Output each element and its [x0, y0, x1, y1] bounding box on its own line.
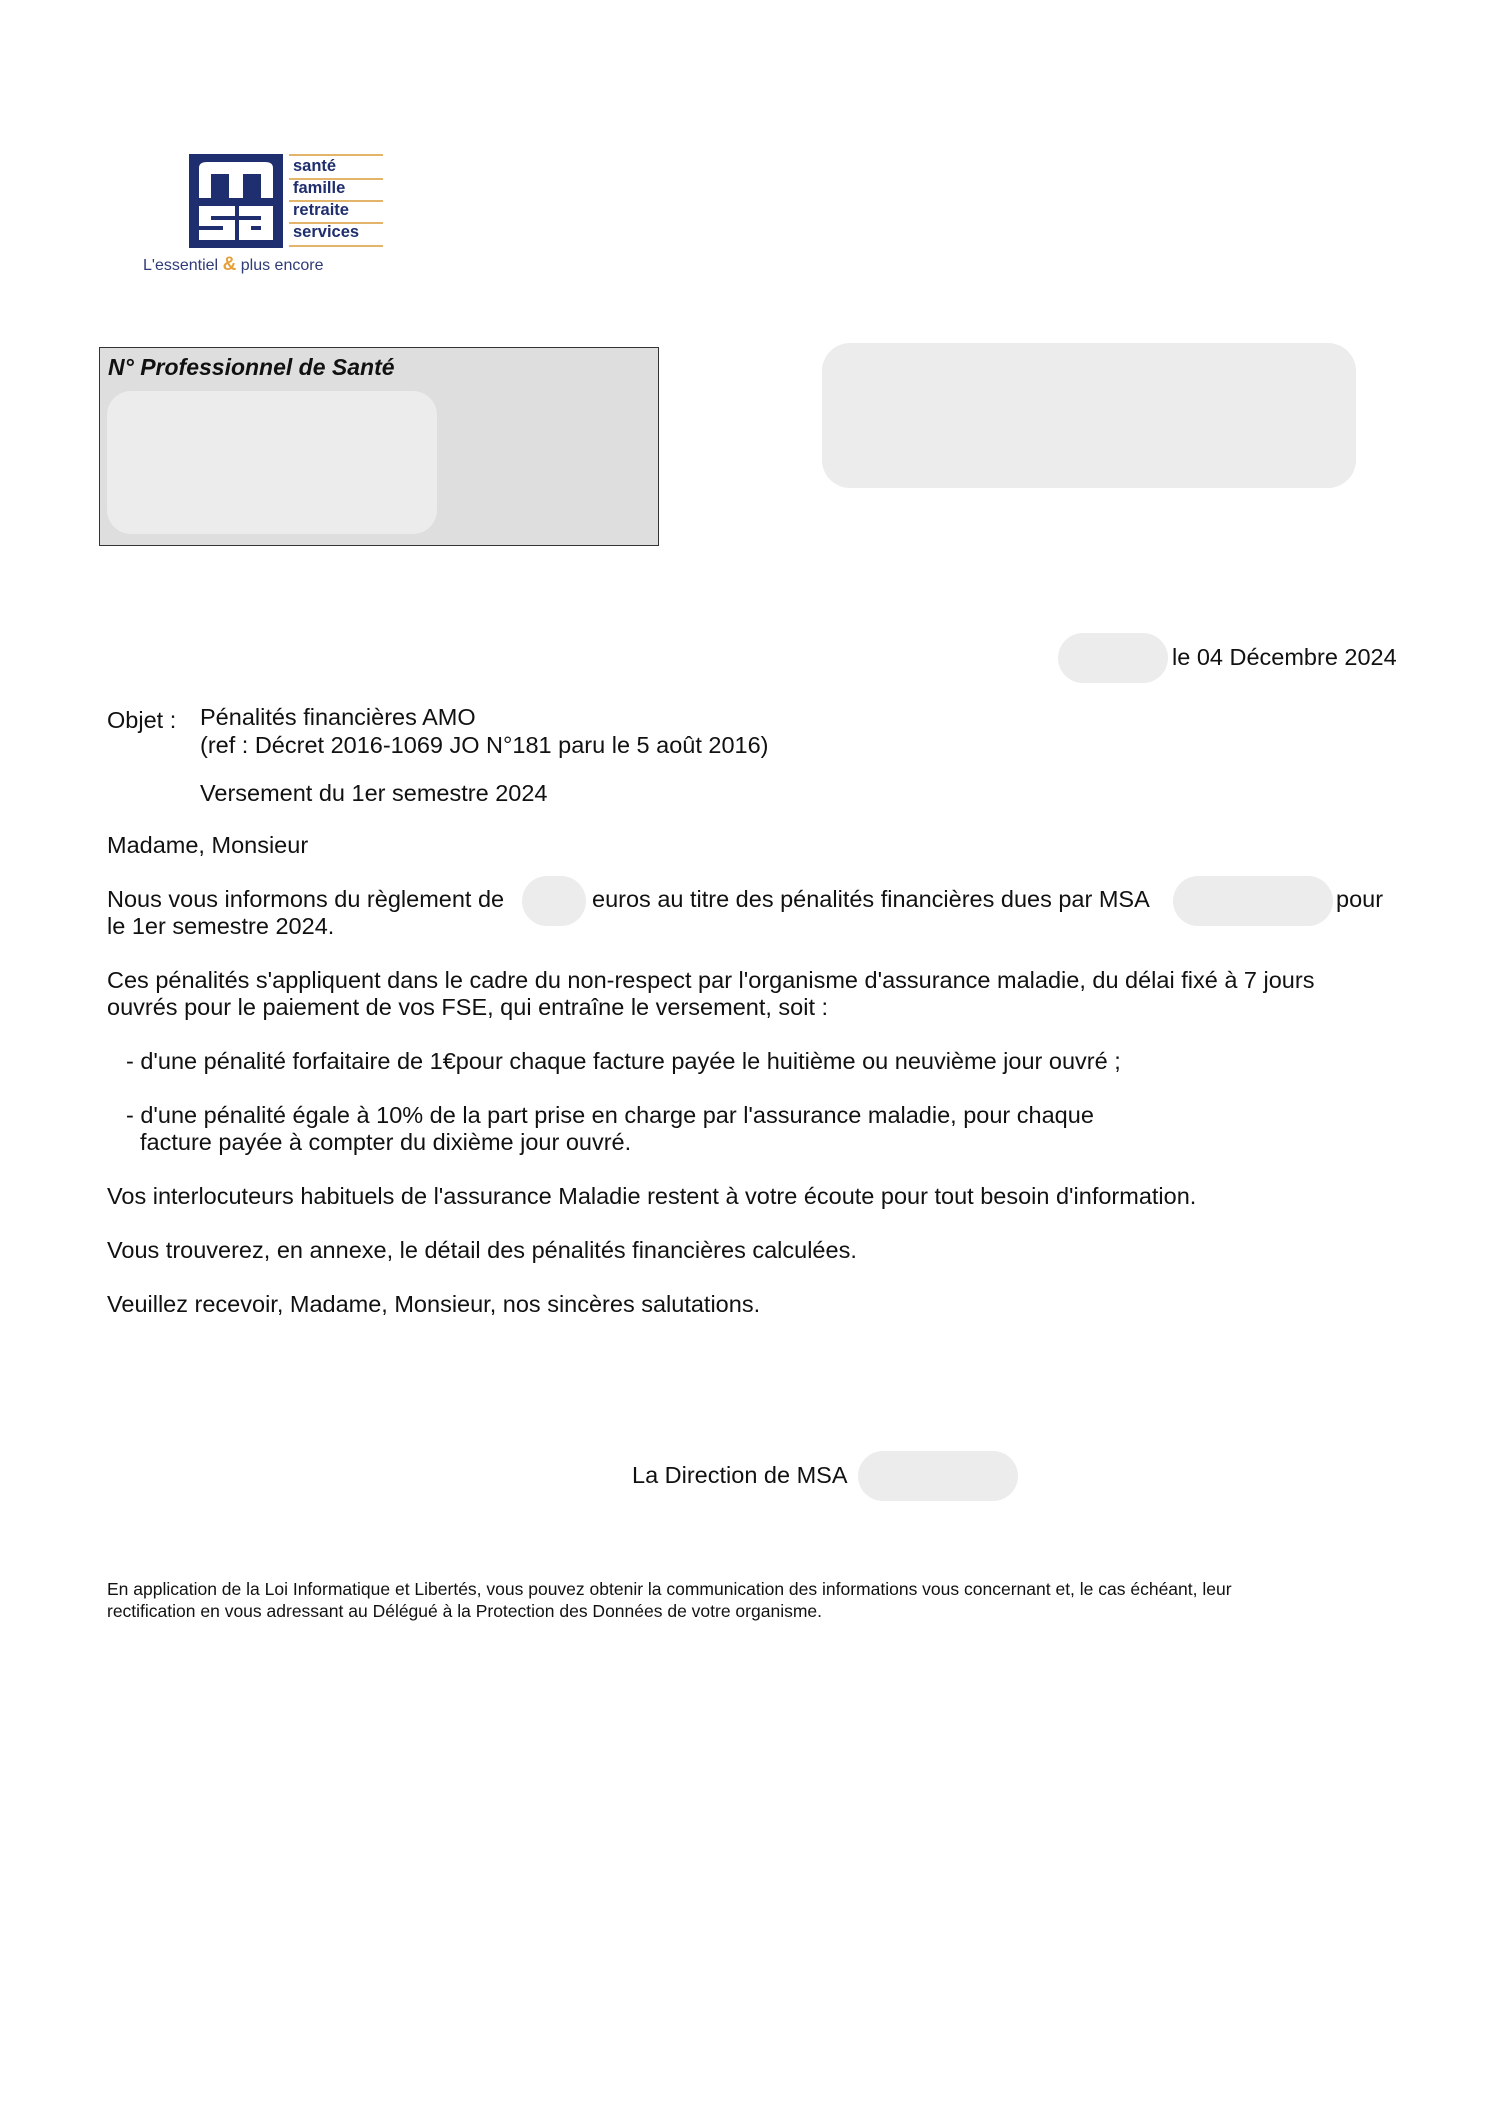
para5-closing: Veuillez recevoir, Madame, Monsieur, nos sincères salutations. — [107, 1291, 761, 1317]
logo-tagline — [143, 254, 323, 276]
logo-word-famille: famille — [293, 179, 346, 197]
objet-line-3: Versement du 1er semestre 2024 — [200, 780, 548, 806]
tagline-ampersand: & — [222, 254, 237, 275]
redacted-address-block — [822, 343, 1356, 488]
para4: Vous trouverez, en annexe, le détail des pénalités financières calculées. — [107, 1237, 857, 1263]
logo-word-sante: santé — [293, 157, 337, 175]
logo-rule — [289, 154, 383, 156]
salutation: Madame, Monsieur — [107, 832, 309, 858]
professional-number-label: N° Professionnel de Santé — [108, 354, 395, 380]
redacted-professional-number — [107, 391, 437, 534]
redacted-msa-direction — [858, 1451, 1018, 1501]
para1-line2: le 1er semestre 2024. — [107, 913, 335, 939]
redacted-city — [1058, 633, 1168, 683]
objet-line-1: Pénalités financières AMO — [200, 704, 476, 730]
tagline-end: plus encore — [240, 257, 324, 274]
para1-part2: euros au titre des pénalités financières dues par MSA — [592, 886, 1150, 912]
logo-rule — [289, 245, 383, 247]
para2-line2: ouvrés pour le paiement de vos FSE, qui entraîne le versement, soit : — [107, 994, 829, 1020]
para1-part3: pour — [1336, 886, 1384, 912]
para1-part1: Nous vous informons du règlement de — [107, 886, 505, 912]
redacted-amount — [522, 876, 586, 926]
objet-line-2: (ref : Décret 2016-1069 JO N°181 paru le 5 août 2016) — [200, 732, 769, 758]
logo-word-retraite: retraite — [293, 201, 349, 219]
redacted-msa-entity — [1173, 876, 1333, 926]
msa-logo-mark — [189, 154, 283, 248]
bullet-pourcentage-line1: - d'une pénalité égale à 10% de la part prise en charge par l'assurance maladie, pour chaque — [126, 1102, 1094, 1128]
bullet-pourcentage-line2: facture payée à compter du dixième jour ouvré. — [140, 1129, 632, 1155]
tagline-start: L'essentiel — [143, 257, 219, 274]
bullet-forfaitaire: - d'une pénalité forfaitaire de 1€pour chaque facture payée le huitième ou neuvième jour ouvré ; — [126, 1048, 1121, 1074]
privacy-footer-line2: rectification en vous adressant au Délégué à la Protection des Données de votre organisme. — [107, 1601, 823, 1621]
privacy-footer — [107, 1578, 1232, 1622]
logo-word-services: services — [293, 223, 360, 241]
letter-date: le 04 Décembre 2024 — [1172, 644, 1397, 670]
objet-label: Objet : — [107, 707, 177, 733]
para3: Vos interlocuteurs habituels de l'assurance Maladie restent à votre écoute pour tout besoin d'information. — [107, 1183, 1197, 1209]
signature: La Direction de MSA — [632, 1462, 848, 1488]
privacy-footer-line1: En application de la Loi Informatique et Libertés, vous pouvez obtenir la communication des informations vous concernant et, le cas échéant, leur — [107, 1579, 1232, 1599]
para2-line1: Ces pénalités s'appliquent dans le cadre du non-respect par l'organisme d'assurance maladie, du délai fixé à 7 jours — [107, 967, 1315, 993]
